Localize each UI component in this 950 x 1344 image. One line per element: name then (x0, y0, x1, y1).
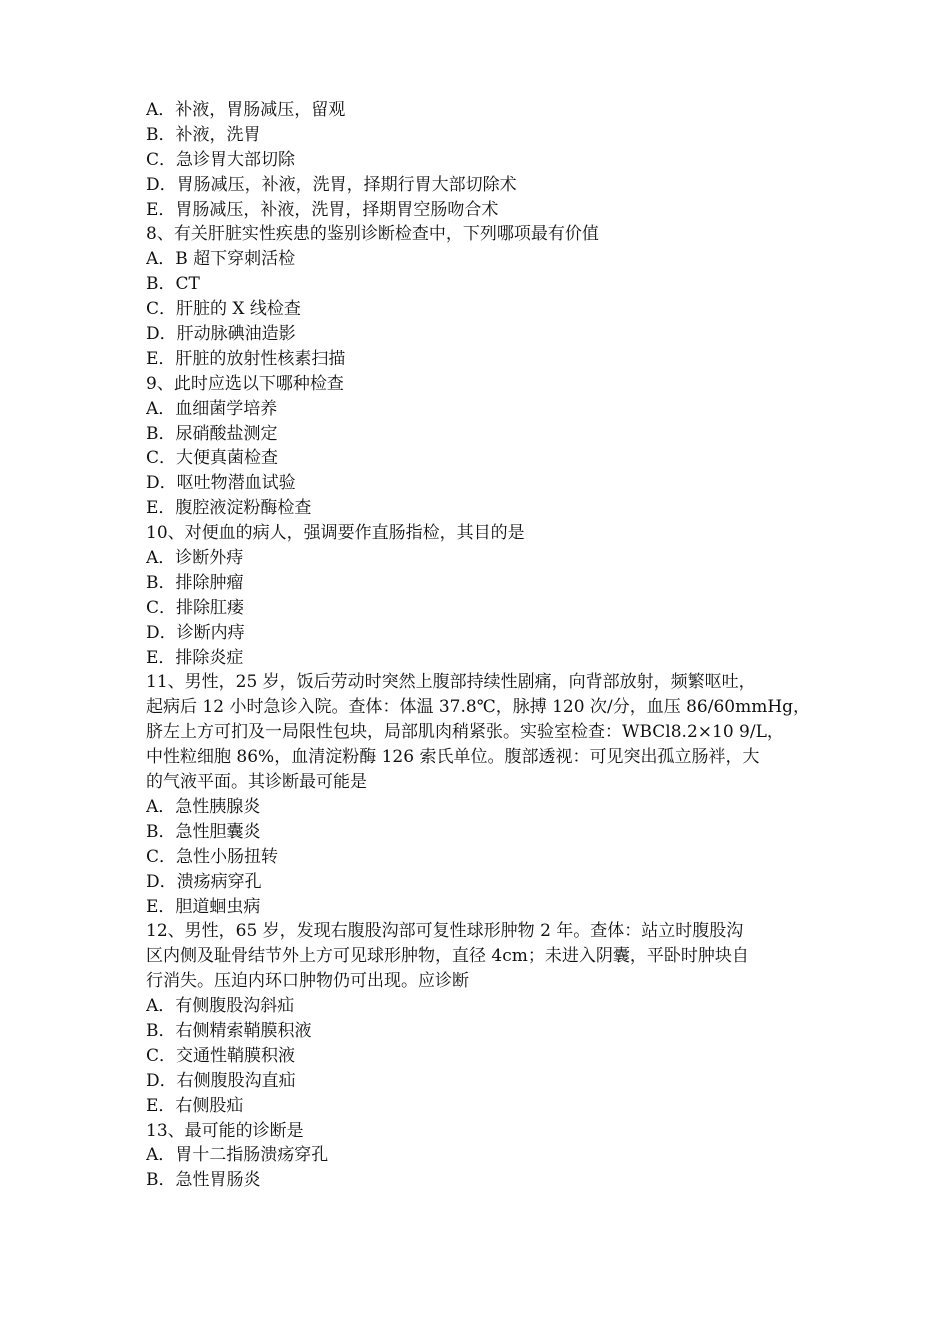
option-13a: A．胃十二指肠溃疡穿孔 (146, 1145, 329, 1166)
option-9a: A．血细菌学培养 (146, 398, 278, 419)
option-7e: E．胃肠减压，补液，洗胃，择期胃空肠吻合术 (146, 199, 499, 220)
option-7a: A．补液，胃肠减压，留观 (146, 100, 346, 120)
option-10e: E．排除炎症 (146, 647, 244, 668)
option-12b: B．右侧精索鞘膜积液 (146, 1020, 312, 1041)
option-13b: B．急性胃肠炎 (146, 1170, 261, 1191)
option-9d: D．呕吐物潜血试验 (146, 473, 296, 494)
option-8d: D．肝动脉碘油造影 (146, 324, 296, 345)
question-13: 13、最可能的诊断是 (146, 1120, 304, 1141)
question-11-line-2: 起病后 12 小时急诊入院。查体：体温 37.8℃，脉搏 120 次/分，血压 86/60mmHg， (146, 697, 811, 718)
option-10a: A．诊断外痔 (146, 548, 244, 569)
option-11e: E．胆道蛔虫病 (146, 896, 261, 917)
question-12-line-2: 区内侧及耻骨结节外上方可见球形肿物，直径 4cm；未进入阴囊，平卧时肿块自 (146, 946, 749, 967)
question-9: 9、此时应选以下哪种检查 (146, 373, 344, 394)
option-7d: D．胃肠减压，补液，洗胃，择期行胃大部切除术 (146, 174, 517, 195)
option-12d: D．右侧腹股沟直疝 (146, 1070, 296, 1091)
option-9e: E．腹腔液淀粉酶检查 (146, 498, 312, 519)
question-10: 10、对便血的病人，强调要作直肠指检，其目的是 (146, 523, 525, 544)
option-9b: B．尿硝酸盐测定 (146, 423, 278, 444)
option-12a: A．有侧腹股沟斜疝 (146, 996, 295, 1017)
option-10c: C．排除肛瘘 (146, 597, 245, 618)
option-11d: D．溃疡病穿孔 (146, 871, 262, 892)
option-7b: B．补液，洗胃 (146, 124, 261, 145)
option-8b: B．CT (146, 274, 200, 295)
option-11c: C．急性小肠扭转 (146, 846, 279, 867)
document-page (146, 98, 816, 1193)
option-10b: B．排除肿瘤 (146, 572, 244, 593)
question-11-line-5: 的气液平面。其诊断最可能是 (146, 772, 367, 793)
question-11-line-3: 脐左上方可扪及一局限性包块，局部肌肉稍紧张。实验室检查：WBCl8.2×10 9/L， (146, 722, 784, 743)
option-7c: C．急诊胃大部切除 (146, 149, 296, 170)
question-11-line-1: 11、男性，25 岁，饭后劳动时突然上腹部持续性剧痛，向背部放射，频繁呕吐， (146, 672, 756, 693)
option-8a: A．B 超下穿刺活检 (146, 249, 296, 270)
question-12-line-3: 行消失。压迫内环口肿物仍可出现。应诊断 (146, 971, 469, 992)
option-9c: C．大便真菌检查 (146, 448, 279, 469)
option-8e: E．肝脏的放射性核素扫描 (146, 348, 346, 369)
question-12-line-1: 12、男性，65 岁，发现右腹股沟部可复性球形肿物 2 年。查体：站立时腹股沟 (146, 921, 744, 942)
option-8c: C．肝脏的 X 线检查 (146, 299, 301, 320)
option-11a: A．急性胰腺炎 (146, 796, 261, 817)
question-11-line-4: 中性粒细胞 86%，血清淀粉酶 126 索氏单位。腹部透视：可见突出孤立肠袢，大 (146, 747, 760, 768)
option-10d: D．诊断内痔 (146, 622, 245, 643)
option-12c: C．交通性鞘膜积液 (146, 1045, 296, 1066)
question-8: 8、有关肝脏实性疾患的鉴别诊断检查中，下列哪项最有价值 (146, 224, 599, 245)
option-12e: E．右侧股疝 (146, 1095, 244, 1116)
option-11b: B．急性胆囊炎 (146, 821, 261, 842)
